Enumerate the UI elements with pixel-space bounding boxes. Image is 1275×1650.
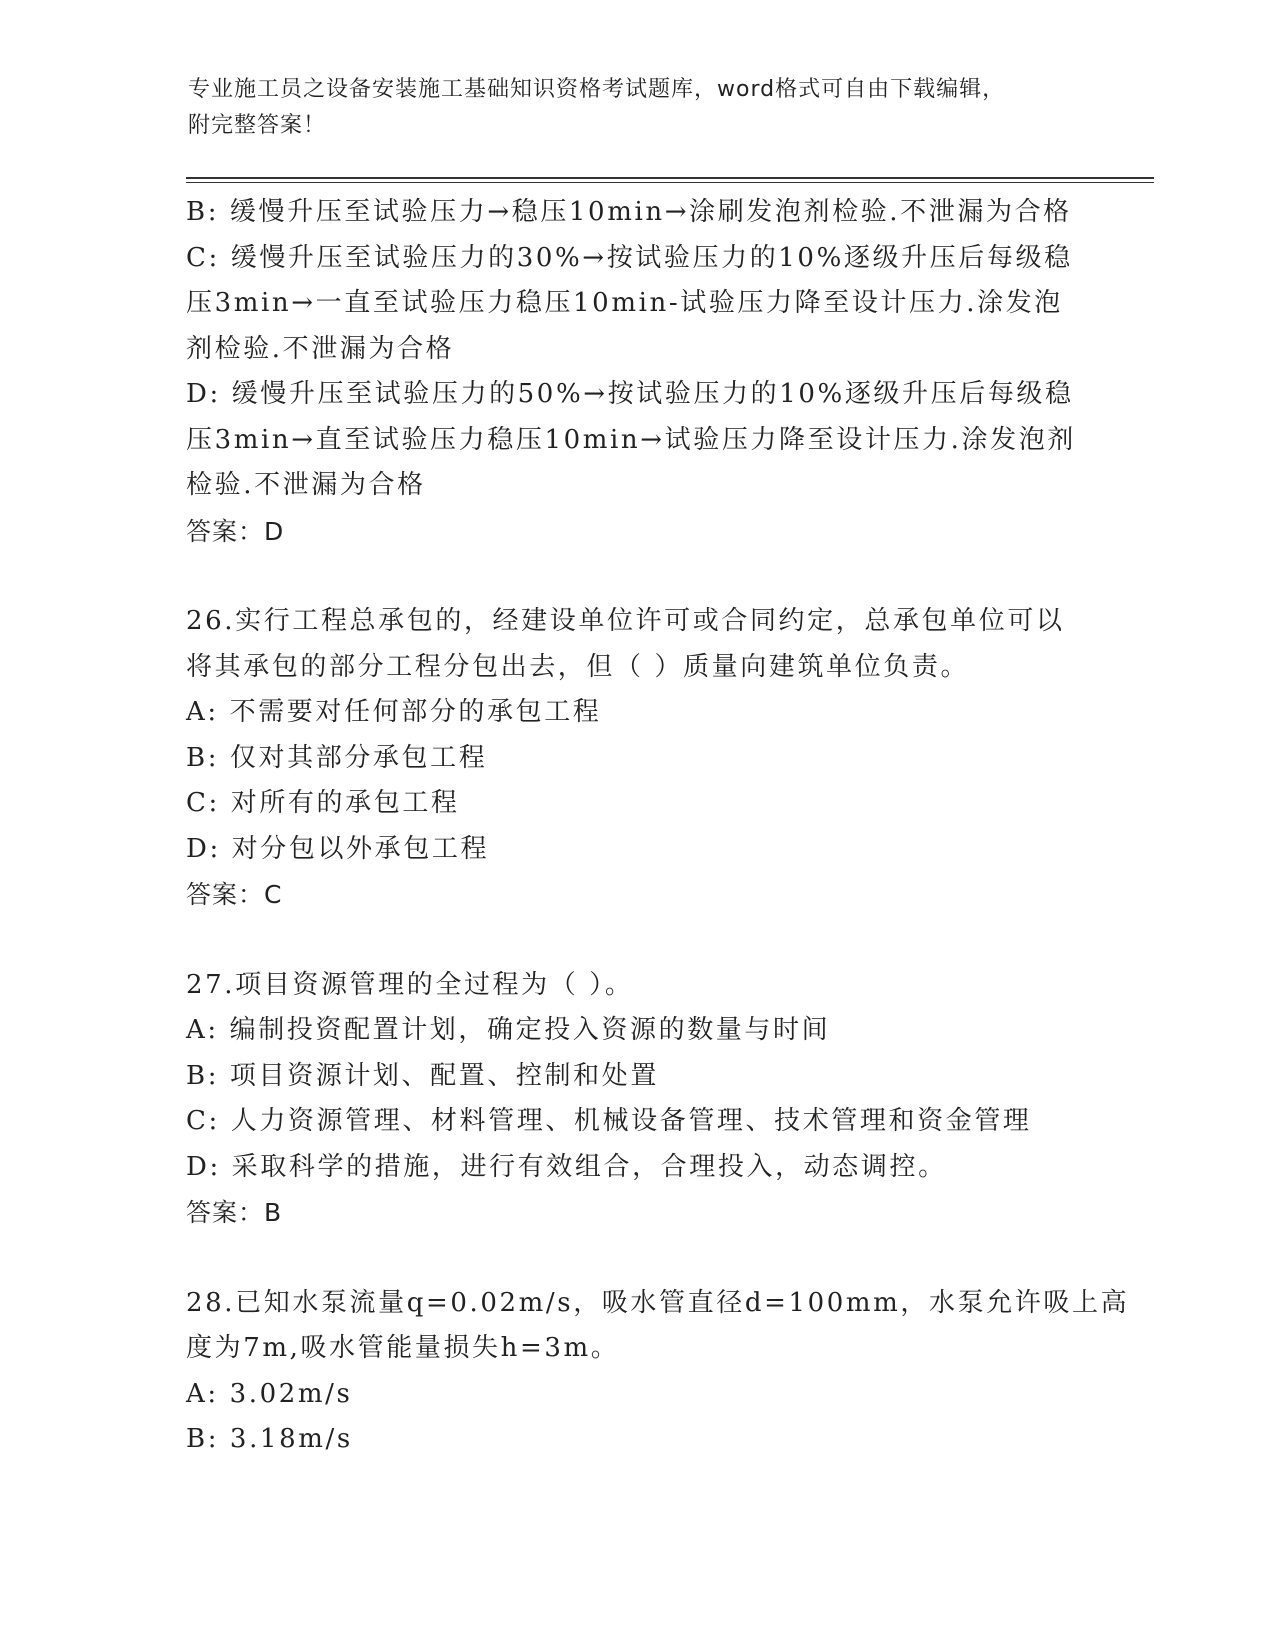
- q27-option-d: D: 采取科学的措施，进行有效组合，合理投入，动态调控。: [186, 1151, 947, 1182]
- q26-stem-line-1: 26.实行工程总承包的，经建设单位许可或合同约定，总承包单位可以: [186, 606, 1065, 636]
- q28-option-a: A: 3.02m/s: [186, 1378, 353, 1409]
- document-body: [186, 190, 1130, 1463]
- question-27: [186, 963, 1086, 1236]
- q27-option-b: B: 项目资源计划、配置、控制和处置: [186, 1060, 659, 1091]
- q26-option-b: B: 仅对其部分承包工程: [186, 742, 488, 773]
- question-26: [186, 599, 1086, 918]
- document-header: [188, 72, 1068, 144]
- q25-option-c-line-1: C: 缓慢升压至试验压力的30%→按试验压力的10%逐级升压后每级稳: [186, 242, 1073, 273]
- q25-option-c-line-3: 剂检验.不泄漏为合格: [186, 333, 455, 364]
- spacer: [186, 554, 1086, 599]
- q25-option-d-line-3: 检验.不泄漏为合格: [186, 470, 426, 500]
- q26-stem-line-2: 将其承包的部分工程分包出去，但（ ）质量向建筑单位负责。: [186, 651, 970, 682]
- q26-answer: 答案：C: [186, 880, 283, 909]
- header-divider-thick: [186, 177, 1154, 179]
- q25-option-d-line-2: 压3min→直至试验压力稳压10min→试验压力降至设计压力.涂发泡剂: [186, 424, 1076, 455]
- header-line-1: 专业施工员之设备安装施工基础知识资格考试题库，word格式可自由下载编辑，: [188, 77, 1006, 102]
- q26-option-c: C: 对所有的承包工程: [186, 788, 460, 818]
- q27-option-a: A: 编制投资配置计划，确定投入资源的数量与时间: [186, 1015, 831, 1045]
- q26-option-a: A: 不需要对任何部分的承包工程: [186, 697, 602, 727]
- q25-answer: 答案：D: [186, 516, 285, 546]
- q28-stem-line-2: 度为7m,吸水管能量损失h=3m。: [186, 1333, 620, 1363]
- q26-option-d: D: 对分包以外承包工程: [186, 833, 490, 864]
- spacer: [186, 1236, 1086, 1281]
- q27-answer: 答案：B: [186, 1198, 283, 1227]
- spacer: [186, 918, 1086, 963]
- question-25: [186, 190, 1086, 554]
- q28-stem-line-1: 28.已知水泵流量q=0.02m/s，吸水管直径d=100mm，水泵允许吸上高: [186, 1287, 1130, 1318]
- q28-option-b: B: 3.18m/s: [186, 1424, 353, 1454]
- q27-stem-line-1: 27.项目资源管理的全过程为（ ）。: [186, 969, 634, 1000]
- q25-option-d-line-1: D: 缓慢升压至试验压力的50%→按试验压力的10%逐级升压后每级稳: [186, 379, 1074, 409]
- q25-option-b: B: 缓慢升压至试验压力→稳压10min→涂刷发泡剂检验.不泄漏为合格: [186, 197, 1072, 227]
- header-divider-thin: [186, 182, 1154, 183]
- header-line-2: 附完整答案！: [188, 113, 327, 138]
- q27-option-c: C: 人力资源管理、材料管理、机械设备管理、技术管理和资金管理: [186, 1106, 1032, 1136]
- q25-option-c-line-2: 压3min→一直至试验压力稳压10min-试验压力降至设计压力.涂发泡: [186, 288, 1063, 318]
- question-28: [186, 1281, 1130, 1463]
